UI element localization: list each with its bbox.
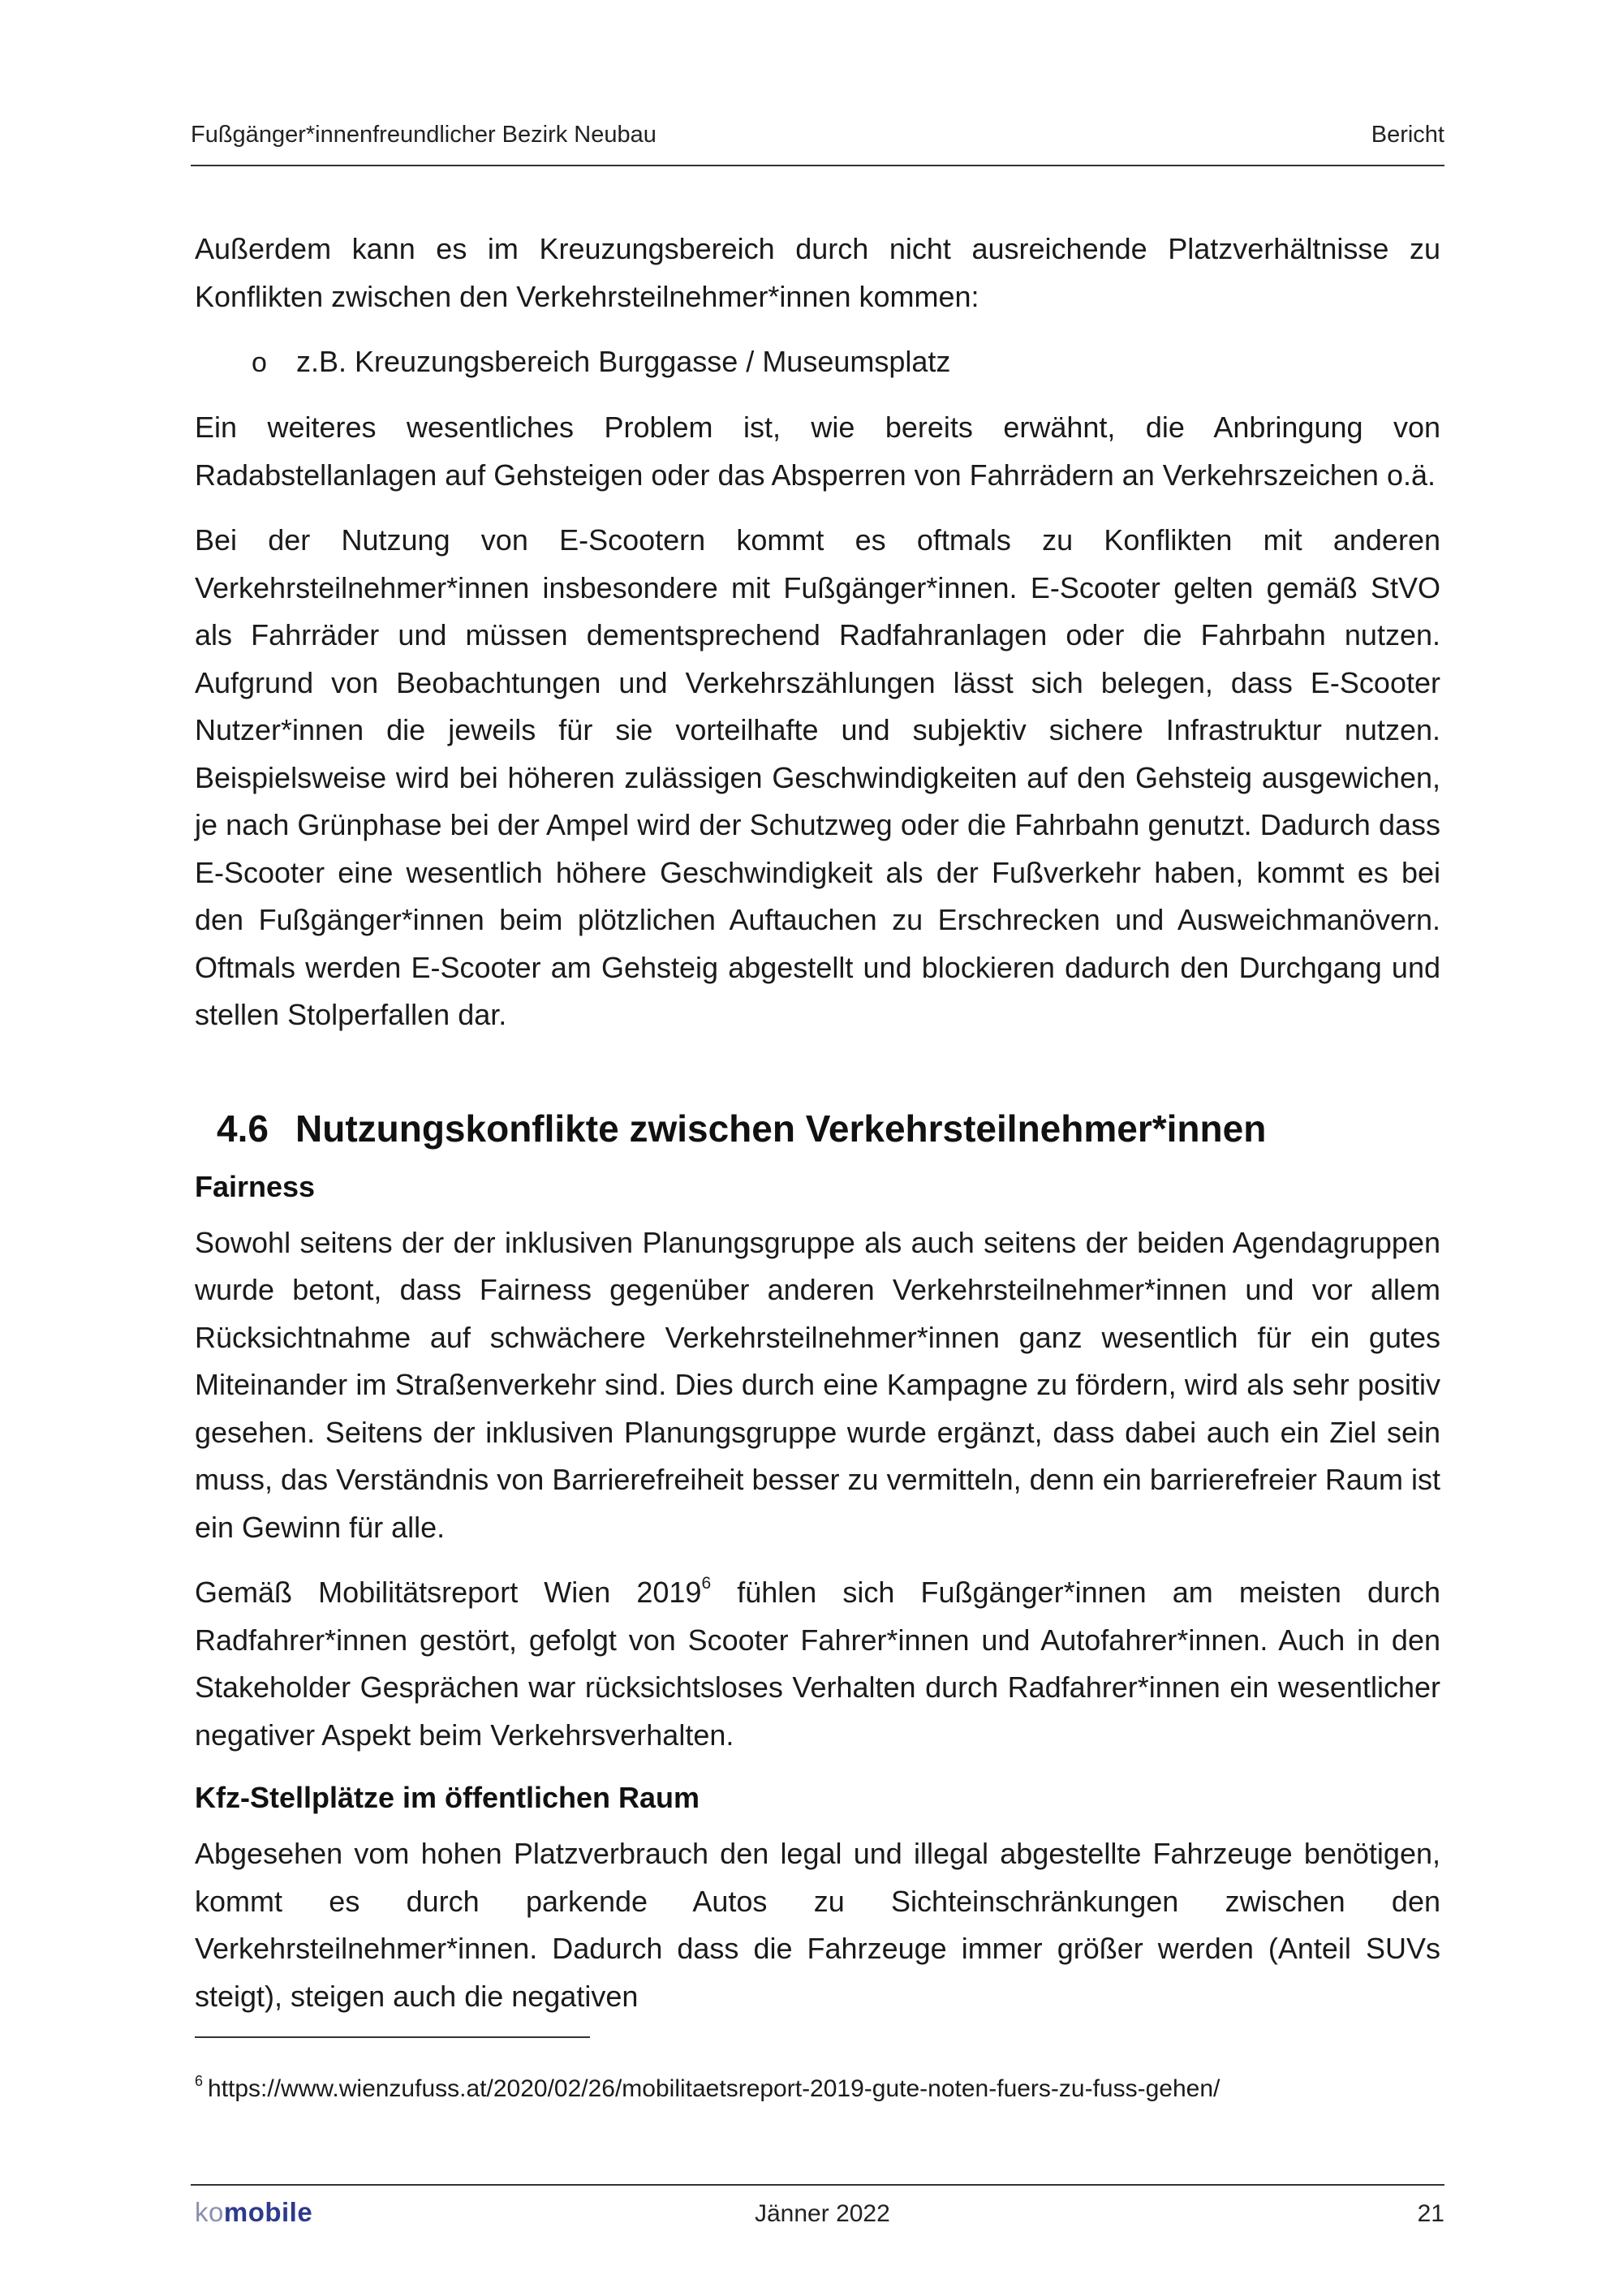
section-title: Nutzungskonflikte zwischen Verkehrsteilnehmer*innen bbox=[295, 1107, 1267, 1150]
footnote bbox=[195, 2075, 1220, 2103]
page-header bbox=[191, 122, 1444, 148]
paragraph-text: Gemäß Mobilitätsreport Wien 2019 bbox=[195, 1576, 702, 1609]
paragraph: Abgesehen vom hohen Platzverbrauch den legal und illegal abgestellte Fahrzeuge benötigen, kommt es durch parkende Autos zu Sichteinschränkungen zwischen den Verkehrsteilnehmer*innen. Dadurch dass die Fahrzeuge immer größer werden (Anteil SUVs steigt), steigen auch die negativen bbox=[195, 1837, 1440, 2013]
bullet-circle-icon: o bbox=[252, 347, 267, 378]
section-heading bbox=[217, 1103, 1440, 1154]
subheading-fairness: Fairness bbox=[195, 1169, 316, 1203]
footnote-number: 6 bbox=[195, 2073, 204, 2089]
paragraph: Ein weiteres wesentliches Problem ist, wie bereits erwähnt, die Anbringung von Radabstellanlagen auf Gehsteigen oder das Absperren von Fahrrädern an Verkehrszeichen o.ä. bbox=[195, 411, 1440, 492]
header-divider bbox=[191, 165, 1444, 166]
list-item-text: z.B. Kreuzungsbereich Burggasse / Museumsplatz bbox=[296, 345, 951, 378]
footnote-divider bbox=[195, 2036, 590, 2038]
list-item bbox=[252, 338, 1440, 386]
paragraph: Sowohl seitens der der inklusiven Planungsgruppe als auch seitens der beiden Agendagruppen wurde betont, dass Fairness gegenüber anderen Verkehrsteilnehmer*innen und vor allem Rücksichtnahme auf schwächere Verkehrsteilnehmer*innen ganz wesentlich für ein gutes Miteinander im Straßenverkehr sind. Dies durch eine Kampagne zu fördern, wird als sehr positiv gesehen. Seitens der inklusiven Planungsgruppe wurde ergänzt, dass dabei auch ein Ziel sein muss, das Verständnis von Barrierefreiheit besser zu vermitteln, denn ein barrierefreier Raum ist ein Gewinn für alle. bbox=[195, 1225, 1440, 1544]
logo-part-ko: ko bbox=[195, 2197, 224, 2227]
footnote-reference[interactable]: 6 bbox=[701, 1574, 712, 1593]
page-footer bbox=[195, 2192, 1444, 2233]
body-text bbox=[195, 226, 1440, 2038]
paragraph: Bei der Nutzung von E-Scootern kommt es oftmals zu Konflikten mit anderen Verkehrsteilnehmer*innen insbesondere mit Fußgänger*innen. E-Scooter gelten gemäß StVO als Fahrräder und müssen dementsprechend Radfahranlagen oder die Fahrbahn nutzen. Aufgrund von Beobachtungen und Verkehrszählungen lässt sich belegen, dass E-Scooter Nutzer*innen die jeweils für sie vorteilhafte und subjektiv sichere Infrastruktur nutzen. Beispielsweise wird bei höheren zulässigen Geschwindigkeiten auf den Gehsteig ausgewichen, je nach Grünphase bei der Ampel wird der Schutzweg oder die Fahrbahn genutzt. Dadurch dass E-Scooter eine wesentlich höhere Geschwindigkeit als der Fußverkehr haben, kommt es bei den Fußgänger*innen beim plötzlichen Auftauchen zu Erschrecken und Ausweichmanövern. Oftmals werden E-Scooter am Gehsteig abgestellt und blockieren dadurch den Durchgang und stellen Stolperfallen dar. bbox=[195, 523, 1440, 1031]
paragraph-text: fühlen sich Fußgänger*innen am meisten durch Radfahrer*innen gestört, gefolgt von Scooter Fahrer*innen und Autofahrer*innen. Auch in den Stakeholder Gesprächen war rücksichtsloses Verhalten durch Radfahrer*innen ein wesentlicher negativer Aspekt beim Verkehrsverhalten. bbox=[195, 1576, 1440, 1752]
komobile-logo bbox=[195, 2197, 312, 2228]
footer-divider bbox=[191, 2184, 1444, 2186]
header-title: Fußgänger*innenfreundlicher Bezirk Neubau bbox=[191, 122, 657, 148]
page-number: 21 bbox=[1417, 2200, 1444, 2227]
paragraph bbox=[195, 1569, 1440, 1759]
logo-part-mobile: mobile bbox=[223, 2197, 313, 2227]
footer-date: Jänner 2022 bbox=[755, 2200, 890, 2227]
footnote-link[interactable]: https://www.wienzufuss.at/2020/02/26/mobilitaetsreport-2019-gute-noten-fuers-zu-fuss-gehen/ bbox=[208, 2075, 1220, 2102]
header-doc-type: Bericht bbox=[1371, 122, 1444, 148]
subheading-parking: Kfz-Stellplätze im öffentlichen Raum bbox=[195, 1781, 700, 1814]
paragraph: Außerdem kann es im Kreuzungsbereich durch nicht ausreichende Platzverhältnisse zu Konflikten zwischen den Verkehrsteilnehmer*innen kommen: bbox=[195, 232, 1440, 313]
section-number: 4.6 bbox=[217, 1107, 269, 1150]
